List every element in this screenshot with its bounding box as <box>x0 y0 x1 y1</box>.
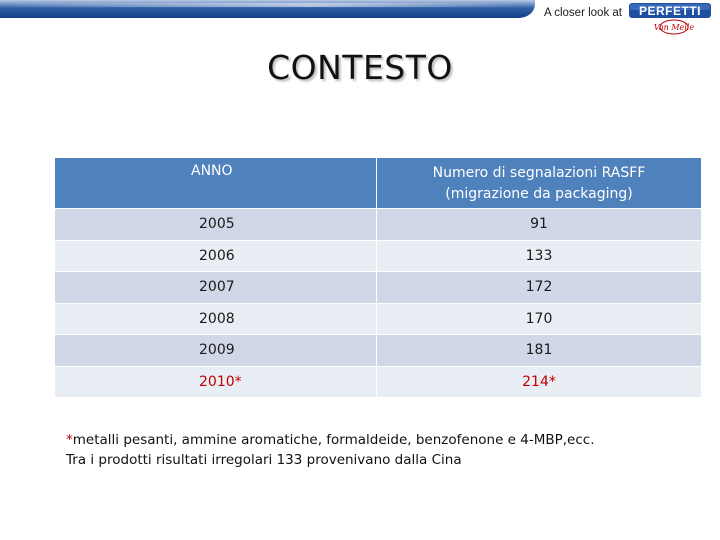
rasff-table <box>54 157 702 398</box>
cell-year: 2009 <box>55 335 377 367</box>
header-count-line1: Numero di segnalazioni RASFF <box>432 165 646 181</box>
header-count <box>377 158 702 209</box>
header-count-line2: (migrazione da packaging) <box>445 186 633 202</box>
top-header <box>0 0 720 32</box>
cell-year: 2008 <box>55 303 377 335</box>
table-row-flagged <box>55 366 702 398</box>
cell-year: 2005 <box>55 209 377 241</box>
cell-year: 2010* <box>55 366 377 398</box>
header-band-highlight <box>0 3 520 7</box>
cell-year: 2006 <box>55 240 377 272</box>
table-row <box>55 209 702 241</box>
footnote <box>66 430 595 470</box>
cell-count: 133 <box>377 240 702 272</box>
table-header-row <box>55 158 702 209</box>
svg-text:Van Melle: Van Melle <box>653 23 695 32</box>
header-tagline: A closer look at <box>544 7 622 19</box>
table-row <box>55 303 702 335</box>
cell-count: 172 <box>377 272 702 304</box>
footnote-line2: Tra i prodotti risultati irregolari 133 provenivano dalla Cina <box>66 452 462 468</box>
table-row <box>55 272 702 304</box>
cell-year: 2007 <box>55 272 377 304</box>
page-title: CONTESTO <box>267 48 453 87</box>
cell-count: 214* <box>377 366 702 398</box>
cell-count: 91 <box>377 209 702 241</box>
footnote-line1 <box>66 430 595 450</box>
footnote-substances: metalli pesanti, ammine aromatiche, formaldeide, benzofenone e 4-MBP,ecc. <box>72 432 595 448</box>
svg-text:PERFETTI: PERFETTI <box>638 4 702 18</box>
cell-count: 181 <box>377 335 702 367</box>
cell-count: 170 <box>377 303 702 335</box>
table-row <box>55 335 702 367</box>
perfetti-van-melle-logo <box>628 2 712 36</box>
table-row <box>55 240 702 272</box>
header-year: ANNO <box>55 158 377 209</box>
footnote-star: * <box>66 432 73 448</box>
